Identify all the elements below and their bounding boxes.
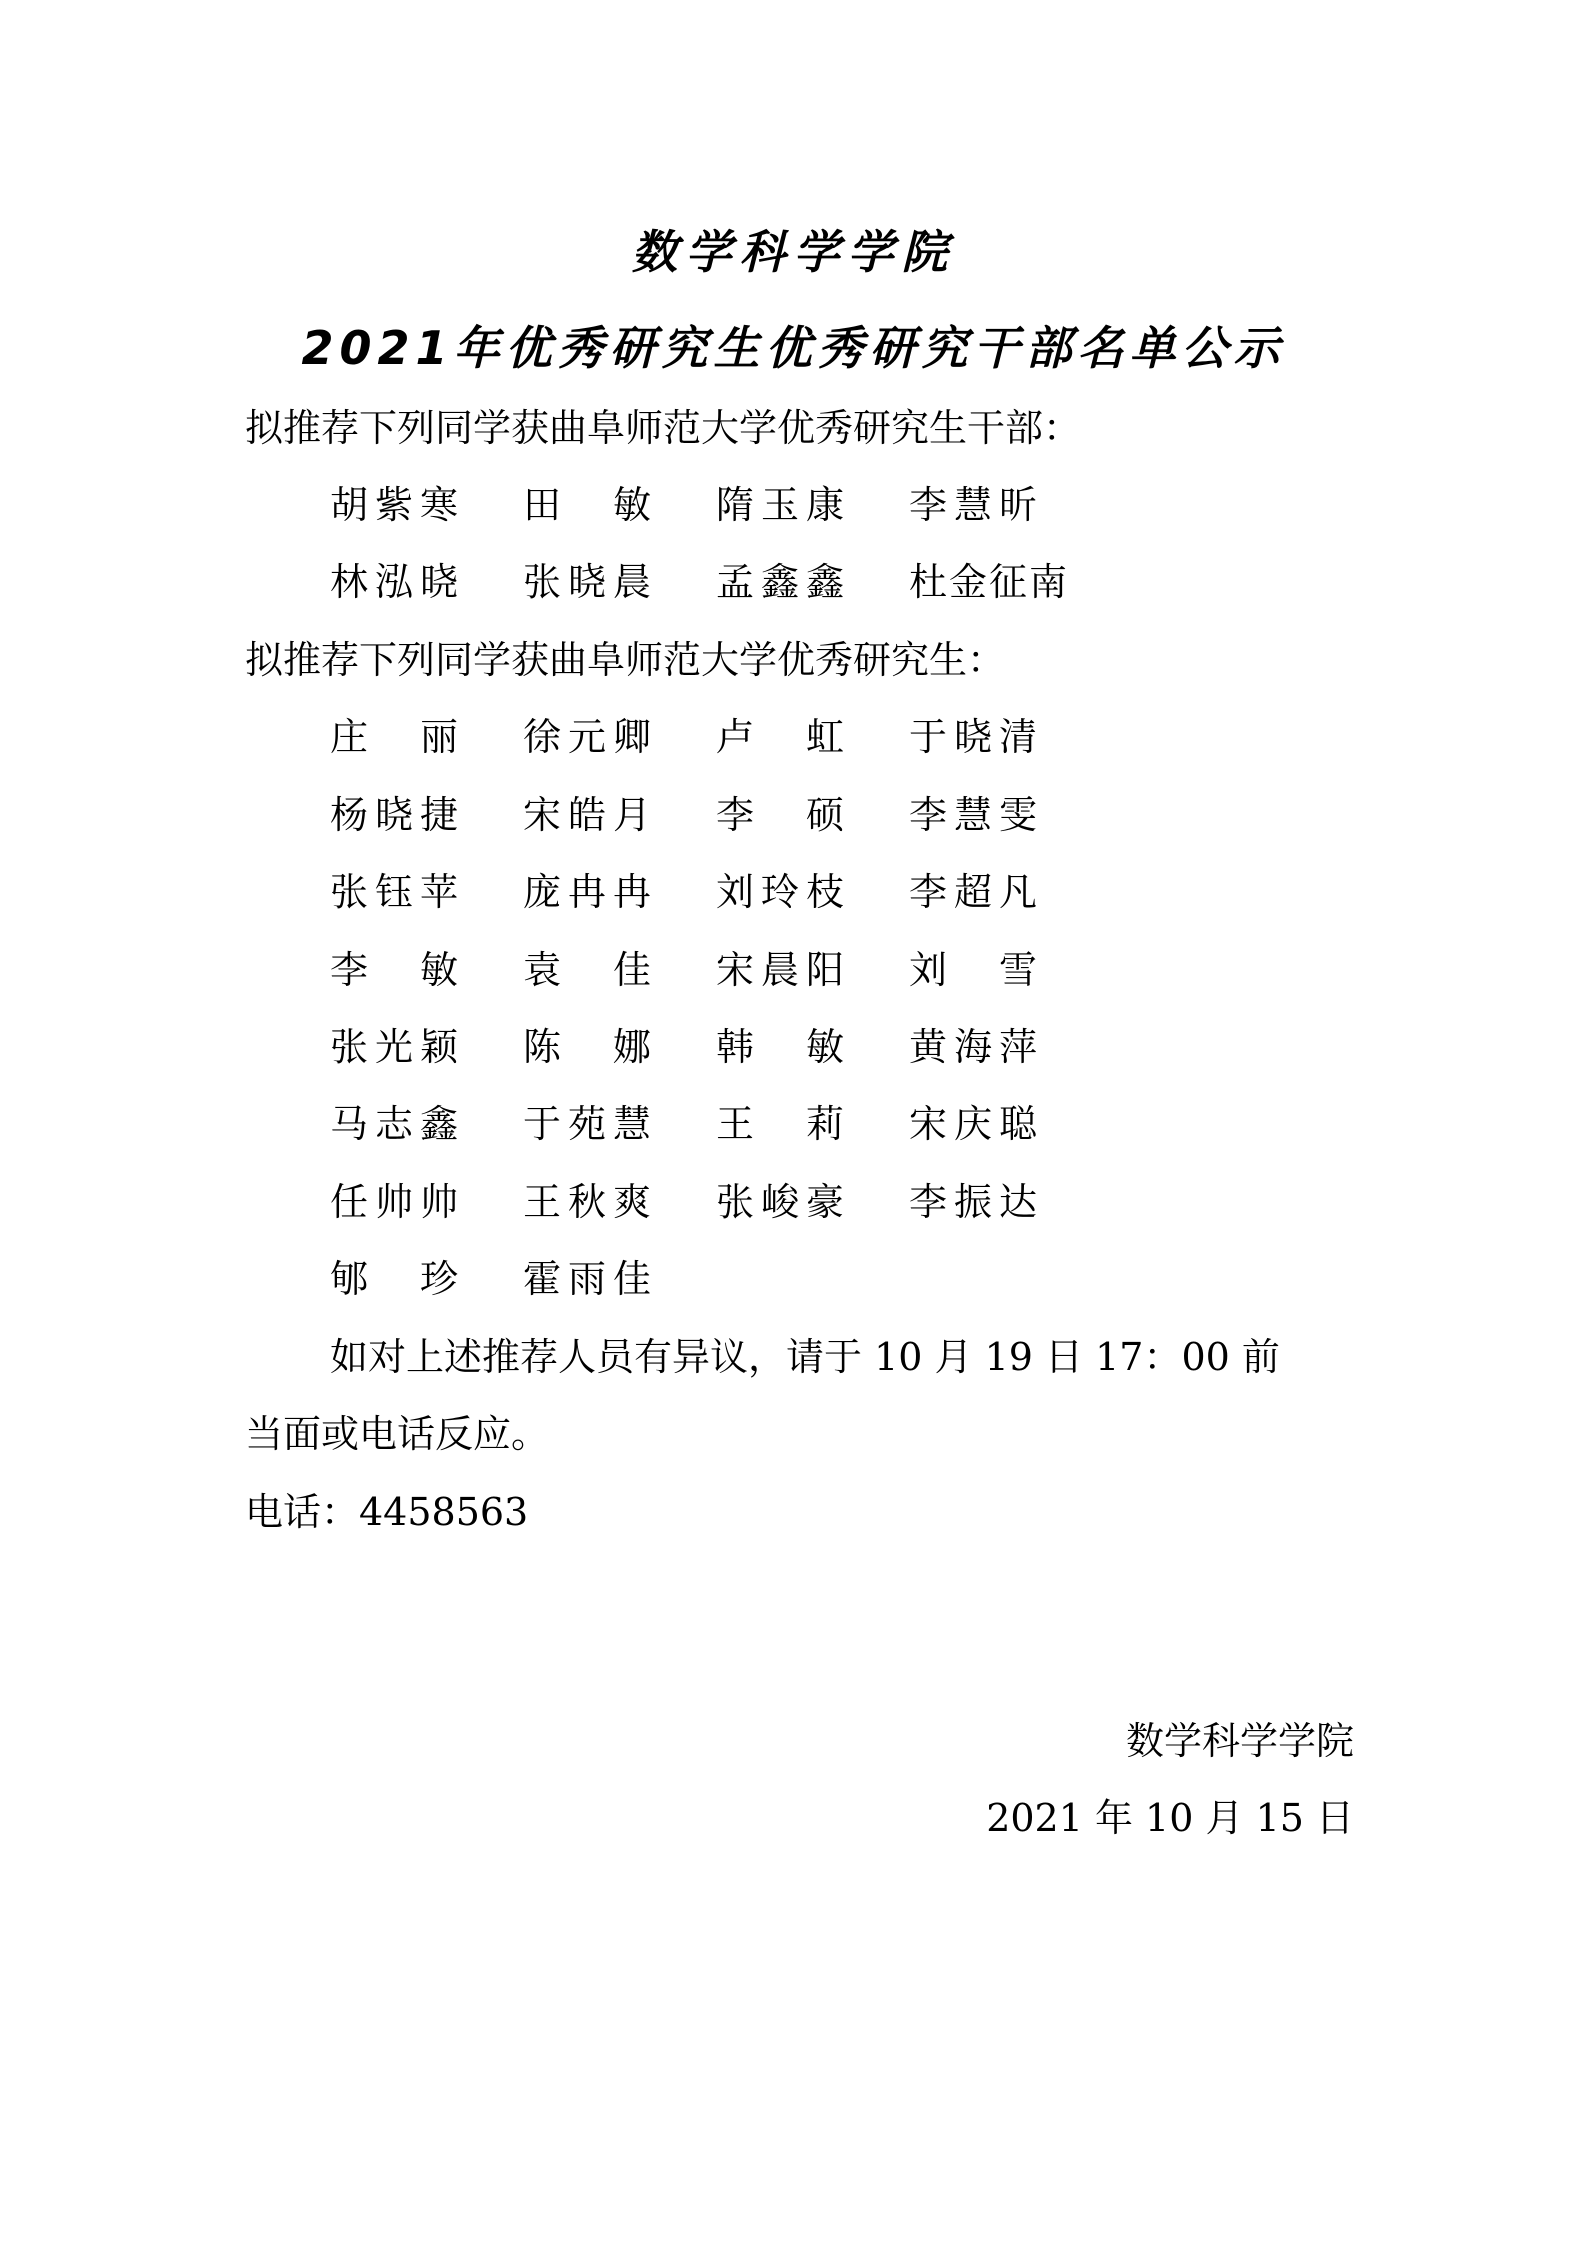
cadre-name: 李慧昕 — [909, 483, 1037, 527]
signature-org: 数学科学学院 — [1125, 1719, 1354, 1763]
page-subtitle: 2021年优秀研究生优秀研究干部名单公示 — [301, 321, 1286, 375]
student-name: 宋庆聪 — [909, 1102, 1037, 1146]
student-name: 张峻豪 — [716, 1180, 844, 1224]
student-name: 徐元卿 — [523, 715, 651, 759]
contact-phone: 电话：4458563 — [245, 1490, 529, 1534]
student-name: 张光颖 — [330, 1025, 458, 1069]
student-name: 庞冉冉 — [523, 870, 651, 914]
student-name: 袁佳 — [523, 948, 651, 992]
student-name: 李超凡 — [909, 870, 1037, 914]
cadre-name: 张晓晨 — [523, 560, 651, 604]
student-name: 李振达 — [909, 1180, 1037, 1224]
student-name: 刘玲枝 — [716, 870, 844, 914]
student-name: 刘雪 — [909, 948, 1037, 992]
student-name: 王秋爽 — [523, 1180, 651, 1224]
student-name: 宋晨阳 — [716, 948, 844, 992]
student-name: 卢虹 — [716, 715, 844, 759]
student-name: 张钰苹 — [330, 870, 458, 914]
student-name: 于晓清 — [909, 715, 1037, 759]
student-name: 任帅帅 — [330, 1180, 458, 1224]
student-name: 杨晓捷 — [330, 793, 458, 837]
objection-notice-line-1: 如对上述推荐人员有异议，请于 10 月 19 日 17：00 前 — [330, 1335, 1280, 1379]
objection-notice-line-2: 当面或电话反应。 — [245, 1412, 550, 1456]
student-name: 黄海萍 — [909, 1025, 1037, 1069]
student-name: 庄丽 — [330, 715, 458, 759]
student-name: 于苑慧 — [523, 1102, 651, 1146]
student-name: 李硕 — [716, 793, 844, 837]
cadre-name: 胡紫寒 — [330, 483, 458, 527]
page-title: 数学科学学院 — [631, 225, 956, 279]
cadre-name: 隋玉康 — [716, 483, 844, 527]
student-name: 宋皓月 — [523, 793, 651, 837]
student-intro: 拟推荐下列同学获曲阜师范大学优秀研究生： — [245, 638, 1006, 682]
cadre-name: 杜金征南 — [909, 560, 1067, 604]
student-name: 霍雨佳 — [523, 1257, 651, 1301]
student-name: 陈娜 — [523, 1025, 651, 1069]
student-name: 马志鑫 — [330, 1102, 458, 1146]
cadre-name: 林泓晓 — [330, 560, 458, 604]
student-name: 王莉 — [716, 1102, 844, 1146]
student-name: 郇珍 — [330, 1257, 458, 1301]
cadre-intro: 拟推荐下列同学获曲阜师范大学优秀研究生干部： — [245, 406, 1082, 450]
student-name: 李慧雯 — [909, 793, 1037, 837]
student-name: 韩敏 — [716, 1025, 844, 1069]
signature-date: 2021 年 10 月 15 日 — [986, 1796, 1354, 1840]
cadre-name: 孟鑫鑫 — [716, 560, 844, 604]
cadre-name: 田敏 — [523, 483, 651, 527]
student-name: 李敏 — [330, 948, 458, 992]
